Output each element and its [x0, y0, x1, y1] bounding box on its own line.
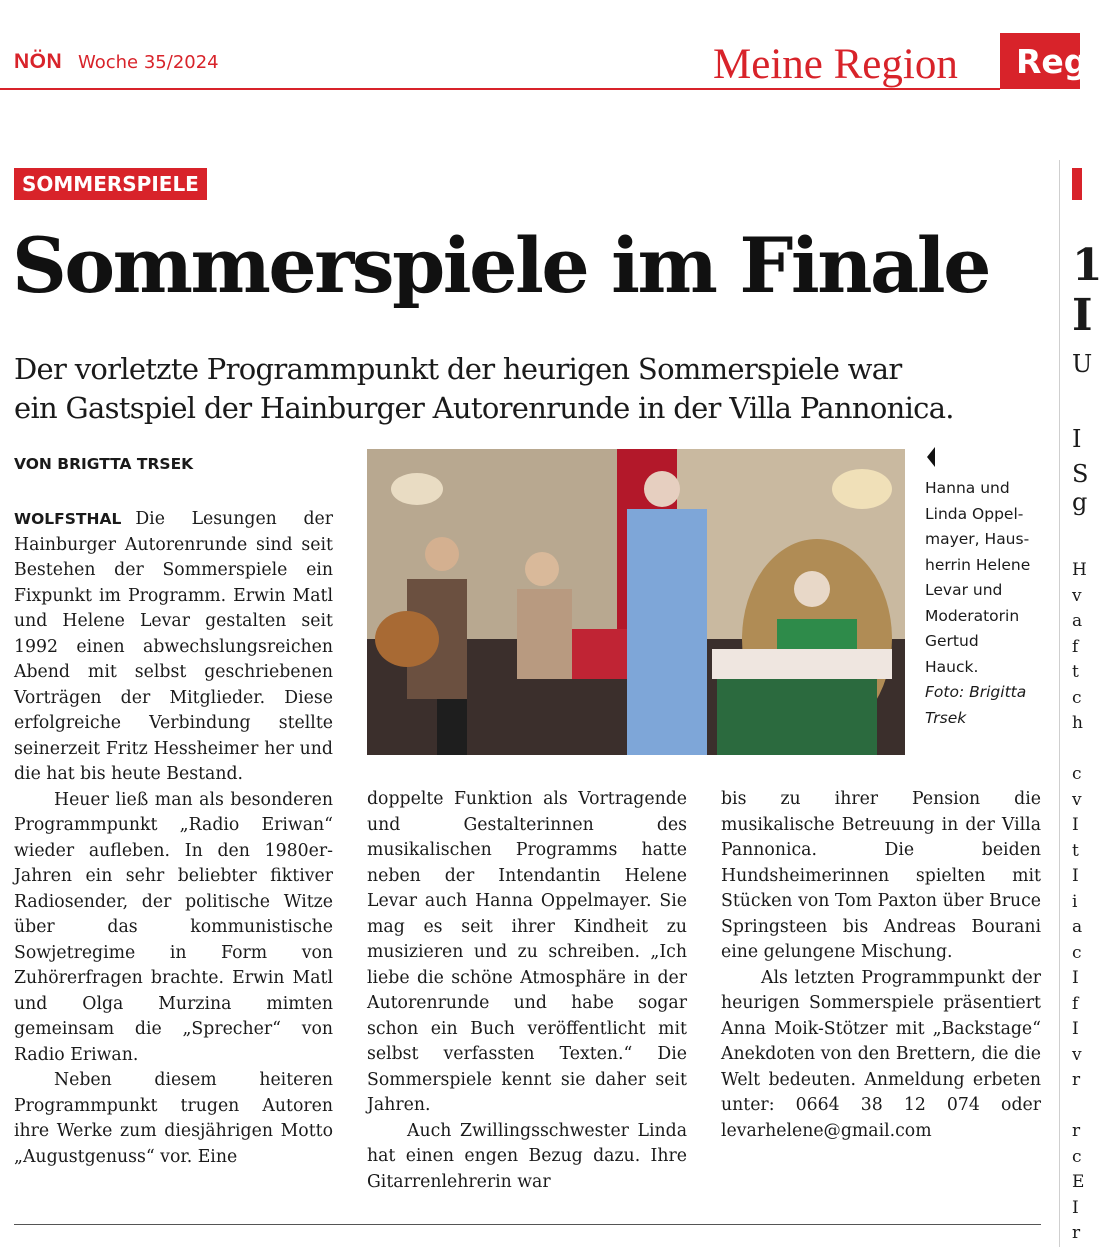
- next-article-text-fragment: a: [1072, 611, 1083, 631]
- article-column-2: [367, 787, 687, 1195]
- section-title: Meine Region: [713, 41, 958, 88]
- next-article-text-fragment: c: [1072, 943, 1082, 963]
- next-article-text-fragment: r: [1072, 1223, 1081, 1243]
- next-article-title-fragment: 1: [1072, 240, 1103, 291]
- next-article-lead-fragment: U: [1072, 350, 1093, 378]
- section-tab-label: Reg: [1016, 42, 1088, 81]
- caption-line: herrin Helene: [925, 555, 1031, 574]
- paragraph-text: Die Lesungen der Hainburger Autorenrunde sind seit Bestehen der Sommerspiele ein Fixpunkt im Programm. Erwin Matl und Helene Levar gestalten seit 1992 einen abwechslungsreichen Abend mit selbst geschriebenen Vorträgen der Mitglieder. Diese erfolgreiche Verbindung stellte seinerzeit Fritz Hessheimer her und die hat bis heute Bestand.: [14, 509, 333, 784]
- article-title: Sommerspiele im Finale: [12, 221, 989, 310]
- caption-line: Levar und: [925, 581, 1003, 599]
- paragraph-4-end: bis zu ihrer Pension die musikalische Betreuung in der Villa Pannonica. Die beiden Hundsheimerinnen spielten mit Stücken von Tom Paxton über Bruce Springsteen bis Andreas Bourani eine gelungene Mischung.: [721, 789, 1041, 962]
- next-article-text-fragment: I: [1072, 1019, 1079, 1039]
- paragraph-1: [14, 507, 333, 788]
- paragraph-4-start: Auch Zwillingsschwester Linda hat einen engen Bezug dazu. Ihre Gitarrenlehrerin war: [367, 1120, 687, 1192]
- caption-line: mayer, Haus-: [925, 530, 1030, 548]
- caption-line: Linda Oppel-: [925, 504, 1024, 523]
- next-article-text-fragment: c: [1072, 1147, 1082, 1167]
- article-photo: [367, 449, 905, 755]
- next-article-text-fragment: f: [1072, 994, 1079, 1014]
- section-tab: [1000, 33, 1088, 89]
- article-column-3: [721, 787, 1041, 1144]
- next-article-text-fragment: E: [1072, 1172, 1085, 1192]
- photo-caption: [925, 476, 1045, 731]
- next-article-text-fragment: I: [1072, 968, 1079, 988]
- issue-week: Woche 35/2024: [78, 52, 219, 73]
- paragraph-5: Als letzten Programmpunkt der heurigen Sommerspiele präsentiert Anna Moik-Stötzer mit „Backstage“ Anekdoten von den Brettern, die die Welt bedeuten. Anmeldung erbeten unter: 0664 38 12 074 oder levarhelene@gmail.com: [721, 967, 1041, 1141]
- column-divider: [1059, 160, 1060, 1247]
- paragraph-3-start: Neben diesem heiteren Programmpunkt trugen Autoren ihre Werke zum diesjährigen Motto „Augustgenuss“ vor. Eine: [14, 1070, 333, 1167]
- article-column-1: [14, 507, 333, 1170]
- article-author: VON BRIGTTA TRSEK: [14, 455, 194, 473]
- paragraph-3-end: doppelte Funktion als Vortragende und Gestalterinnen des musikalischen Programms hatte neben der Intendantin Helene Levar auch Hanna Oppelmayer. Sie mag es seit ihrer Kindheit zu musizieren und zu schreiben. „Ich liebe die schöne Atmosphäre in der Autorenrunde und habe sogar schon ein Buch veröffentlicht mit selbst verfassten Texten.“ Die Sommerspiele kennt sie daher seit Jahren.: [367, 789, 687, 1115]
- lead-line: Der vorletzte Programmpunkt der heurigen Sommerspiele war: [14, 352, 902, 386]
- article-kicker: SOMMERSPIELE: [14, 168, 207, 200]
- next-article-text-fragment: r: [1072, 1121, 1081, 1141]
- photo-illustration: [367, 449, 905, 755]
- next-article-text-fragment: a: [1072, 917, 1083, 937]
- next-article-text-fragment: I: [1072, 815, 1079, 835]
- next-article-text-fragment: c: [1072, 688, 1082, 708]
- caption-arrow-icon: [927, 447, 935, 467]
- dateline: WOLFSTHAL: [14, 510, 122, 528]
- next-article-lead-fragment: S: [1072, 460, 1089, 488]
- next-article-lead-fragment: g: [1072, 488, 1088, 516]
- next-article-text-fragment: v: [1072, 1045, 1082, 1065]
- next-article-kicker: [1072, 168, 1082, 200]
- next-article-text-fragment: H: [1072, 560, 1087, 580]
- next-article-text-fragment: v: [1072, 790, 1082, 810]
- lead-line: ein Gastspiel der Hainburger Autorenrunde in der Villa Pannonica.: [14, 391, 954, 425]
- photo-credit: Foto: Brigitta: [925, 683, 1027, 701]
- newspaper-logo: NÖN: [14, 50, 63, 73]
- next-article-text-fragment: c: [1072, 764, 1082, 784]
- next-article-text-fragment: I: [1072, 1198, 1079, 1218]
- article-lead: [14, 350, 1044, 428]
- next-article-text-fragment: t: [1072, 841, 1079, 861]
- bottom-rule: [14, 1224, 1041, 1225]
- paragraph-2: Heuer ließ man als besonderen Programmpunkt „Radio Eriwan“ wieder aufleben. In den 1980er-Jahren ein sehr beliebter fiktiver Radiosender, der politische Witze über das kommunistische Sowjetregime in Form von Zuhörerfragen brachte. Erwin Matl und Olga Murzina mimten gemeinsam die „Sprecher“ von Radio Eriwan.: [14, 789, 333, 1065]
- next-article-text-fragment: i: [1072, 892, 1078, 912]
- next-article-lead-fragment: I: [1072, 425, 1082, 453]
- photo-credit: Trsek: [925, 708, 967, 727]
- next-article-text-fragment: v: [1072, 586, 1082, 606]
- next-article-text-fragment: r: [1072, 1070, 1081, 1090]
- next-article-text-fragment: h: [1072, 713, 1083, 733]
- next-article-title-fragment: I: [1072, 290, 1093, 341]
- caption-line: Hanna und: [925, 479, 1010, 497]
- next-article-text-fragment: t: [1072, 662, 1079, 682]
- next-article-text-fragment: f: [1072, 637, 1079, 657]
- header-rule: [0, 88, 1000, 90]
- caption-line: Hauck.: [925, 657, 979, 676]
- caption-line: Moderatorin: [925, 606, 1020, 625]
- next-article-text-fragment: I: [1072, 866, 1079, 886]
- caption-line: Gertud: [925, 632, 979, 650]
